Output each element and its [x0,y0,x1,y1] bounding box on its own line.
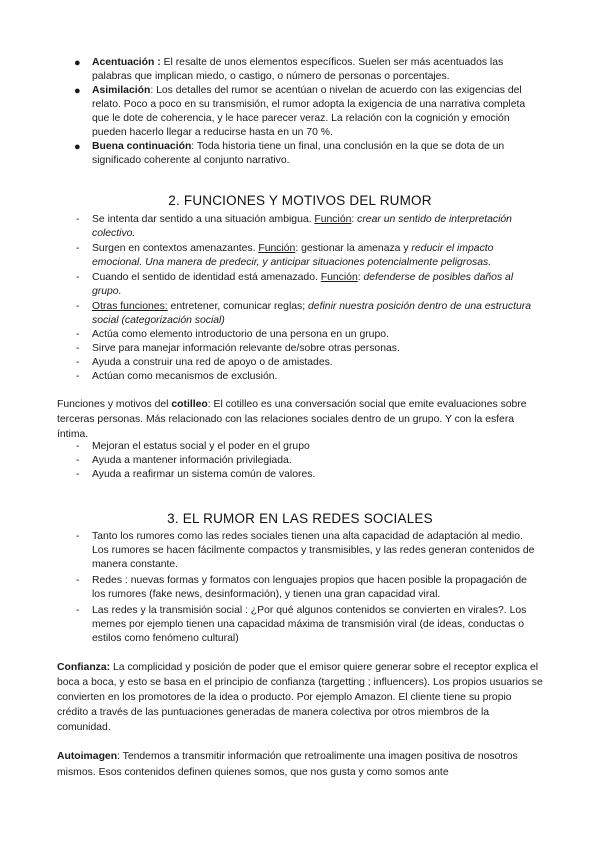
paragraph-text: : El cotilleo es una conversación social que emite evaluaciones sobre terceras personas. Más relacionado con las relaciones sociales dentro de un grupo. Y con la esfera íntima. [57,399,527,440]
list-item [70,328,540,342]
item-label-underlined: Función [314,214,352,225]
item-text: Sirve para manejar información relevante de/sobre otras personas. [92,343,400,354]
item-text: Ayuda a construir una red de apoyo o de amistades. [92,357,333,368]
item-text: entretener, comunicar reglas; [167,301,309,312]
list-item [70,530,540,572]
item-italic: defenderse de posibles daños al grupo. [92,272,514,297]
paragraph-text: : Tendemos a transmitir información que retroalimente una imagen positiva de nosotros mismos. Esos contenidos definen quienes somos, que nos gusta y como somos ante [57,751,518,778]
term-confianza: Confianza: [57,662,111,673]
term-cotilleo: cotilleo [171,399,208,410]
item-text: : [351,214,358,225]
list-item [70,213,540,241]
list-item [70,342,540,356]
term-asimilacion: Asimilación [92,85,151,96]
dash-icon: - [76,531,80,542]
item-text: : gestionar la amenaza y [295,243,412,254]
definition-buena-continuacion: : Toda historia tiene un final, una conclusión en la que se dota de un significado coherente al conjunto narrativo. [92,141,505,166]
item-italic: crear un sentido de interpretación colectivo. [92,214,512,239]
bullet-icon: ● [74,57,81,69]
dash-list-funciones [70,213,540,384]
paragraph-autoimagen [57,749,543,781]
item-italic: definir nuestra posición dentro de una estructura social (categorización social) [92,301,531,326]
list-item [70,300,540,328]
item-text: Tanto los rumores como las redes sociales tienen una alta capacidad de adaptación al medio. Los rumores se hacen fácilmente compactos y transmisibles, y las redes generan contenidos de manera constante. [92,531,535,570]
bullet-item-buena-continuacion [70,140,538,168]
paragraph-confianza [57,660,543,735]
list-item [70,454,540,468]
item-text: Surgen en contextos amenazantes. [92,243,259,254]
item-text: Se intenta dar sentido a una situación ambigua. [92,214,315,225]
list-item [70,356,540,370]
list-item [70,242,540,270]
paragraph-text: La complicidad y posición de poder que el emisor quiere generar sobre el receptor explica el boca a boca, y esto se basa en el principio de confianza (targetting ; influencers). Los propios usuarios se convierten en los promotores de la idea o producto. Por ejemplo Amazon. El cliente tiene su propio crédito a través de las puntuaciones generadas de manera colectiva por otros miembros de la comunidad. [57,662,543,733]
list-item [70,468,540,482]
bullet-item-acentuacion [70,56,538,84]
item-label-underlined: Función [320,272,358,283]
item-text: : [357,272,364,283]
dash-icon: - [76,371,80,382]
list-item [70,440,540,454]
paragraph-text: Funciones y motivos del [57,399,172,410]
list-item [70,370,540,384]
dash-list-cotilleo [70,440,540,482]
bullet-list-rumor-processes [70,56,538,168]
item-italic: reducir el impacto emocional. Una manera de predecir, y anticipar situaciones potencialmente peligrosas. [92,243,494,268]
dash-icon: - [76,343,80,354]
bullet-icon: ● [74,85,81,97]
dash-icon: - [76,441,80,452]
item-text: Ayuda a reafirmar un sistema común de valores. [92,469,316,480]
list-item [70,271,540,299]
dash-icon: - [76,469,80,480]
dash-list-redes [70,530,540,646]
dash-icon: - [76,301,80,312]
item-label-underlined: Función [258,243,296,254]
item-text: Redes : nuevas formas y formatos con lenguajes propios que hacen posible la propagación de los rumores (fake news, desinformación), y tienen una gran capacidad viral. [92,575,527,600]
bullet-icon: ● [74,141,81,153]
item-text: Las redes y la transmisión social : ¿Por qué algunos contenidos se convierten en virales?. Los memes por ejemplo tienen una capacidad máxima de transmisión viral (de ideas, conductas o estilos como fenómeno cultural) [92,605,527,644]
definition-asimilacion: : Los detalles del rumor se acentúan o nivelan de acuerdo con las exigencias del relato. Poco a poco en su transmisión, el rumor adopta la exigencia de una narrativa completa que le dote de coherencia, y le hace parecer veraz. La relación con la cognición y emoción pueden hacerlo llegar a reducirse hasta en un 70 %. [92,85,526,138]
term-buena-continuacion: Buena continuación [92,141,192,152]
dash-icon: - [76,214,80,225]
dash-icon: - [76,455,80,466]
term-autoimagen: Autoimagen [57,751,118,762]
dash-icon: - [76,243,80,254]
list-item [70,604,540,646]
dash-icon: - [76,329,80,340]
section-heading-funciones: 2. FUNCIONES Y MOTIVOS DEL RUMOR [168,193,432,208]
item-text: Ayuda a mantener información privilegiada. [92,455,292,466]
dash-icon: - [76,605,80,616]
bullet-item-asimilacion [70,84,538,140]
item-text: Mejoran el estatus social y el poder en el grupo [92,441,310,452]
term-acentuacion: Acentuación : [92,57,161,68]
definition-acentuacion: El resalte de unos elementos específicos. Suelen ser más acentuados las palabras que implican miedo, o castigo, o número de personas o porcentajes. [92,57,504,82]
item-label-underlined: Otras funciones: [92,301,168,312]
dash-icon: - [76,357,80,368]
dash-icon: - [76,272,80,283]
paragraph-cotilleo [57,397,543,442]
item-text: Actúa como elemento introductorio de una persona en un grupo. [92,329,389,340]
list-item [70,574,540,602]
item-text: Cuando el sentido de identidad está amenazado. [92,272,321,283]
section-heading-redes-sociales: 3. EL RUMOR EN LAS REDES SOCIALES [167,511,433,526]
dash-icon: - [76,575,80,586]
item-text: Actúan como mecanismos de exclusión. [92,371,278,382]
